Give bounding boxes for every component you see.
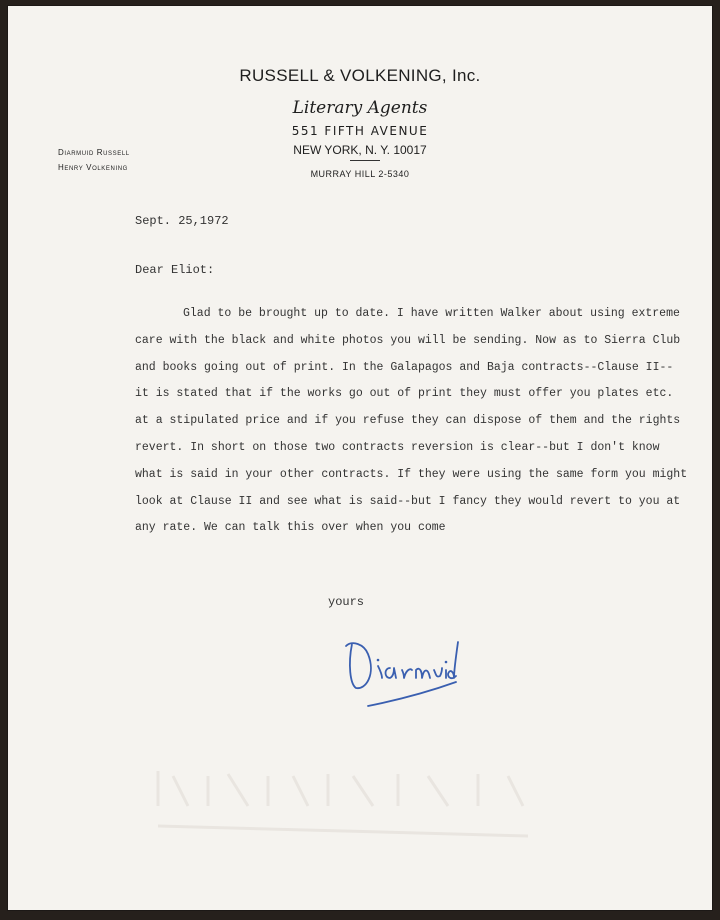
body-line: and books going out of print. In the Galapagos and Baja contracts--Clause II-- (135, 360, 674, 374)
letter-page (8, 6, 712, 910)
body-line: it is stated that if the works go out of print they must offer you plates etc. (135, 387, 674, 401)
salutation: Dear Eliot: (135, 263, 215, 277)
partner-list (58, 145, 130, 175)
letter-body (135, 301, 695, 542)
body-line: at a stipulated price and if you refuse they can dispose of them and the rights (135, 414, 681, 428)
closing: yours (328, 595, 365, 609)
letter-date: Sept. 25,1972 (135, 214, 229, 228)
body-line: care with the black and white photos you will be sending. Now as to Sierra Club (135, 333, 681, 347)
handwritten-signature (338, 624, 478, 714)
letterhead-divider (350, 160, 380, 161)
body-line: revert. In short on those two contracts reversion is clear--but I don't know (135, 440, 660, 454)
body-line: any rate. We can talk this over when you come (135, 521, 446, 535)
street-address: 551 FIFTH AVENUE (291, 124, 429, 138)
body-line: what is said in your other contracts. If they were using the same form you might (135, 467, 688, 481)
city-address: NEW YORK, N. Y. 10017 (293, 143, 427, 157)
phone-number: MURRAY HILL 2-5340 (310, 169, 410, 179)
body-line: look at Clause II and see what is said--but I fancy they would revert to you at (135, 494, 681, 508)
body-line: Glad to be brought up to date. I have written Walker about using extreme (183, 307, 680, 320)
partner-name: Diarmuid Russell (58, 148, 130, 157)
partner-name: Henry Volkening (58, 163, 128, 172)
firm-name: RUSSELL & VOLKENING, Inc. (239, 66, 481, 85)
firm-subtitle: Literary Agents (292, 98, 428, 118)
